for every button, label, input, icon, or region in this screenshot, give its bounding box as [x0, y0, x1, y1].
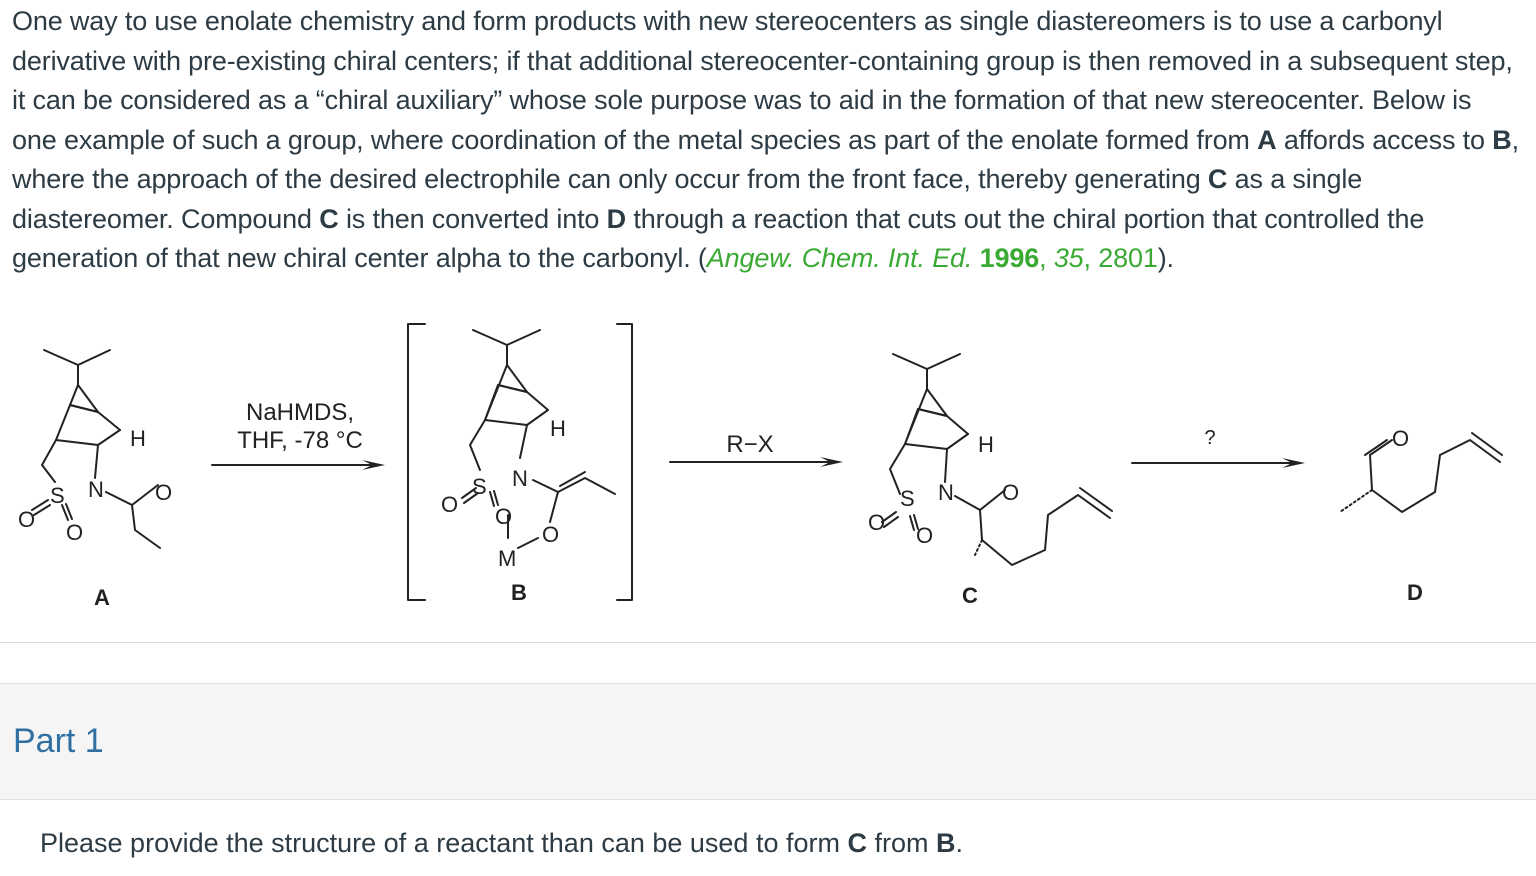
citation-separator: ,	[1039, 243, 1054, 273]
label-compound-b: B	[511, 580, 527, 605]
question-text: .	[955, 828, 963, 858]
intro-text: ).	[1157, 243, 1174, 273]
atom-m-b: M	[498, 546, 517, 571]
compound-c-ref: C	[1207, 164, 1228, 194]
atom-o-d: O	[1392, 426, 1410, 451]
citation-volume: 35	[1053, 243, 1084, 273]
atom-s-b: S	[472, 474, 487, 499]
question-text: Please provide the structure of a reactant than can be used to form	[40, 828, 848, 858]
atom-o-b: O	[495, 504, 513, 529]
citation-page: 2801	[1098, 243, 1158, 273]
atom-h-c: H	[978, 432, 994, 457]
compound-b-structure	[462, 330, 615, 548]
compound-a-ref: A	[1257, 124, 1277, 155]
compound-c-ref: C	[847, 828, 867, 858]
compound-d-ref: D	[606, 203, 627, 234]
reagent-step1-line2: THF, -78 °C	[237, 427, 363, 454]
label-compound-d: D	[1407, 580, 1423, 605]
intro-text: affords access to	[1276, 124, 1493, 155]
atom-o-b: O	[542, 522, 560, 547]
atom-h-a: H	[130, 426, 146, 451]
part-header	[0, 683, 1536, 800]
compound-b-ref: B	[1492, 124, 1512, 155]
label-compound-a: A	[94, 585, 110, 610]
reagent-step1-line1: NaHMDS,	[245, 399, 355, 426]
atom-h-b: H	[550, 416, 566, 441]
atom-n-a: N	[88, 477, 104, 502]
intro-text: is then converted into	[338, 203, 607, 234]
reagent-step2: R−X	[726, 431, 774, 458]
atom-o-c: O	[916, 523, 934, 548]
citation-year: 1996	[979, 243, 1040, 273]
question-prompt	[40, 828, 963, 859]
label-compound-c: C	[962, 583, 978, 608]
atom-o-a: O	[66, 520, 84, 545]
atom-o-a: O	[18, 507, 36, 532]
part-title: Part 1	[13, 722, 104, 760]
atom-n-b: N	[512, 466, 528, 491]
section-divider	[0, 642, 1536, 643]
atom-n-c: N	[938, 480, 954, 505]
reagent-step3-unknown: ?	[1204, 427, 1216, 449]
citation-link[interactable]	[707, 243, 1158, 273]
intro-text: as a single diastereomer. Compound	[12, 164, 1363, 234]
atom-o-a: O	[155, 480, 173, 505]
citation-separator: ,	[1083, 243, 1099, 273]
compound-d-structure	[1340, 433, 1502, 512]
intro-text: through a reaction that cuts out the chiral portion that controlled the generation of that new chiral center alpha to the carbonyl. (	[12, 203, 1425, 273]
compound-b-ref: B	[935, 828, 956, 858]
intro-text: , where the approach of the desired electrophile can only occur from the front face, thereby generating	[12, 124, 1519, 194]
atom-o-c: O	[1002, 480, 1020, 505]
reaction-scheme	[0, 318, 1536, 618]
question-text: from	[866, 828, 936, 858]
intro-text: One way to use enolate chemistry and form products with new stereocenters as single diastereomers is to use a carbonyl derivative with pre-existing chiral centers; if that additional stereocenter-containing group is then removed in a subsequent step, it can be considered as a “chiral auxiliary” whose sole purpose was to aid in the formation of that new stereocenter. Below is one example of such a group, where coordination of the metal species as part of the enolate formed from	[12, 6, 1513, 155]
atom-s-a: S	[50, 483, 65, 508]
citation-journal: Angew. Chem. Int. Ed.	[706, 243, 973, 273]
atom-s-c: S	[900, 486, 915, 511]
intro-paragraph	[12, 2, 1522, 279]
atom-o-c: O	[868, 510, 886, 535]
compound-c-ref: C	[319, 203, 339, 234]
atom-o-b: O	[441, 492, 459, 517]
